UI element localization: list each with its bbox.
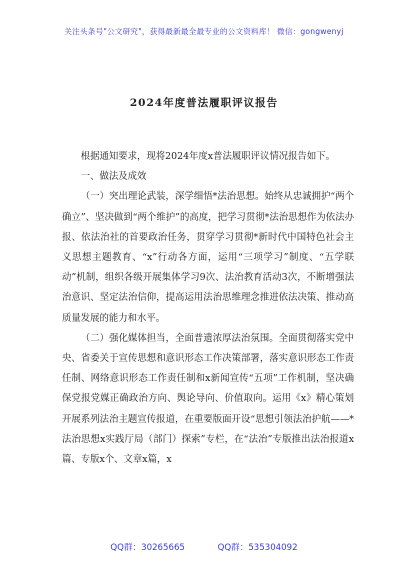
paragraph-one: （一）突出理论武装，深学细悟*法治思想。始终从忠诚拥护“两个确立”、坚决做到“两个维护”的高度，把学习贯彻*法治思想作为依法办报、依法治社的首要政治任务，贯穿学习贯彻*新时代中国特色社会主义思想主题教育、“x”行动各方面，运用“三项学习”制度、“五学联动”机制，组织各级开展集体学习9次、法治教育活动3次，不断增强法治意识、坚定法治信仰，提高运用法治思维理念推进依法决策、推动高质量发展的能力和水平。 (62, 191, 354, 324)
document-body (62, 147, 354, 470)
footer (0, 541, 408, 553)
paragraph-two: （二）强化媒体担当，全面普遗浓厚法治氛围。全面贯彻落实党中央、省委关于宣传思想和意识形态工作决策部署，落实意识形态工作责任制、网络意识形态工作责任制和x新闻宣传“五项”工作机制，坚决确保党报党媒正确政治方向、舆论导向、价值取向。运用《x》精心策划开展系列法治主题宣传报道，在重要版面开设“思想引领法治护航——*法治思想x实践厅局（部门）探索”专栏，在“法治”专版推出法治报道x篇、专版x个、文章x篇，x (62, 332, 354, 466)
header-banner: 关注头条号"公文研究"，获得最新最全最专业的公文资料库！ 微信：gongwenyj (64, 27, 344, 36)
document-title: 2024年度普法履职评议报告 (129, 97, 279, 109)
footer-qq-group-2: QQ群：535304092 (217, 543, 298, 553)
section-one-heading: 一、做法及成效 (80, 171, 147, 183)
footer-qq-group-1: QQ群：30265665 (110, 543, 185, 553)
intro-paragraph: 根据通知要求，现将2024年度x普法履职评议情况报告如下。 (80, 151, 335, 162)
